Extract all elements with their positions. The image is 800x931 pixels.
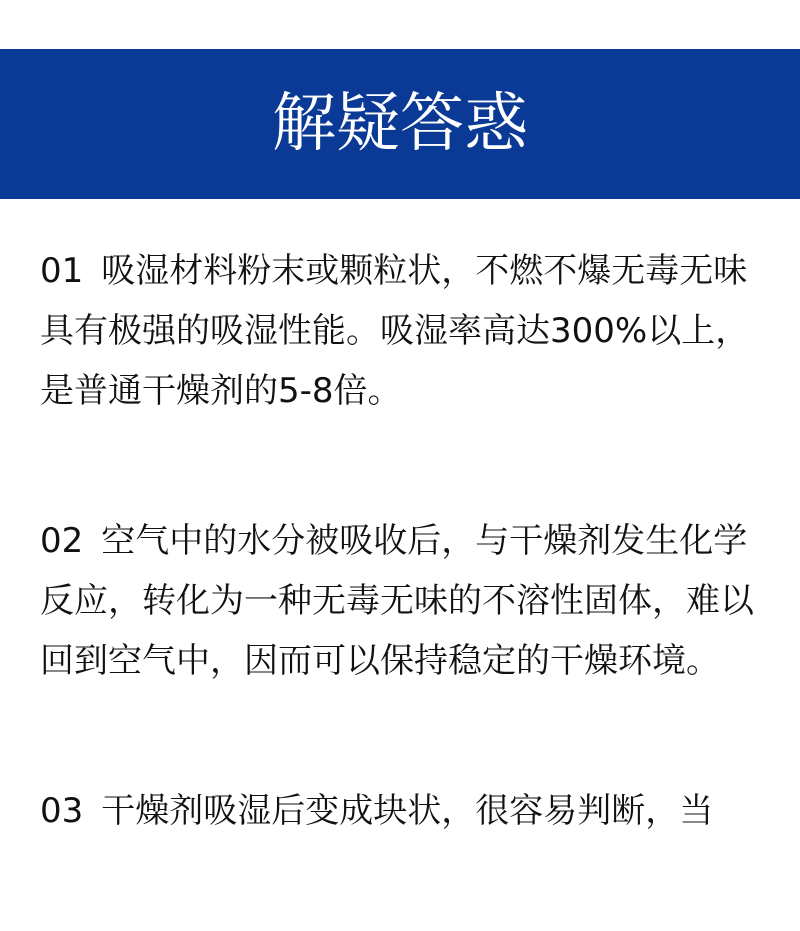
faq-item-01: [40, 241, 766, 421]
faq-text: 吸湿材料粉末或颗粒状，不燃不爆无毒无味具有极强的吸湿性能。吸湿率高达300%以上，是普通干燥剂的5-8倍。: [40, 251, 750, 411]
faq-paragraph: [40, 511, 766, 691]
faq-text: 干燥剂吸湿后变成块状，很容易判断，当: [101, 791, 714, 831]
faq-number: 01: [40, 251, 84, 291]
faq-number: 02: [40, 521, 84, 561]
faq-item-03: [40, 781, 766, 841]
faq-paragraph: [40, 241, 766, 421]
faq-text: 空气中的水分被吸收后，与干燥剂发生化学反应，转化为一种无毒无味的不溶性固体，难以回到空气中，因而可以保持稳定的干燥环境。: [40, 521, 754, 681]
faq-number: 03: [40, 791, 84, 831]
page-title: 解疑答惑: [272, 87, 528, 161]
faq-item-02: [40, 511, 766, 691]
header-banner: [0, 49, 800, 199]
faq-paragraph: [40, 781, 766, 841]
faq-content: [40, 241, 766, 931]
